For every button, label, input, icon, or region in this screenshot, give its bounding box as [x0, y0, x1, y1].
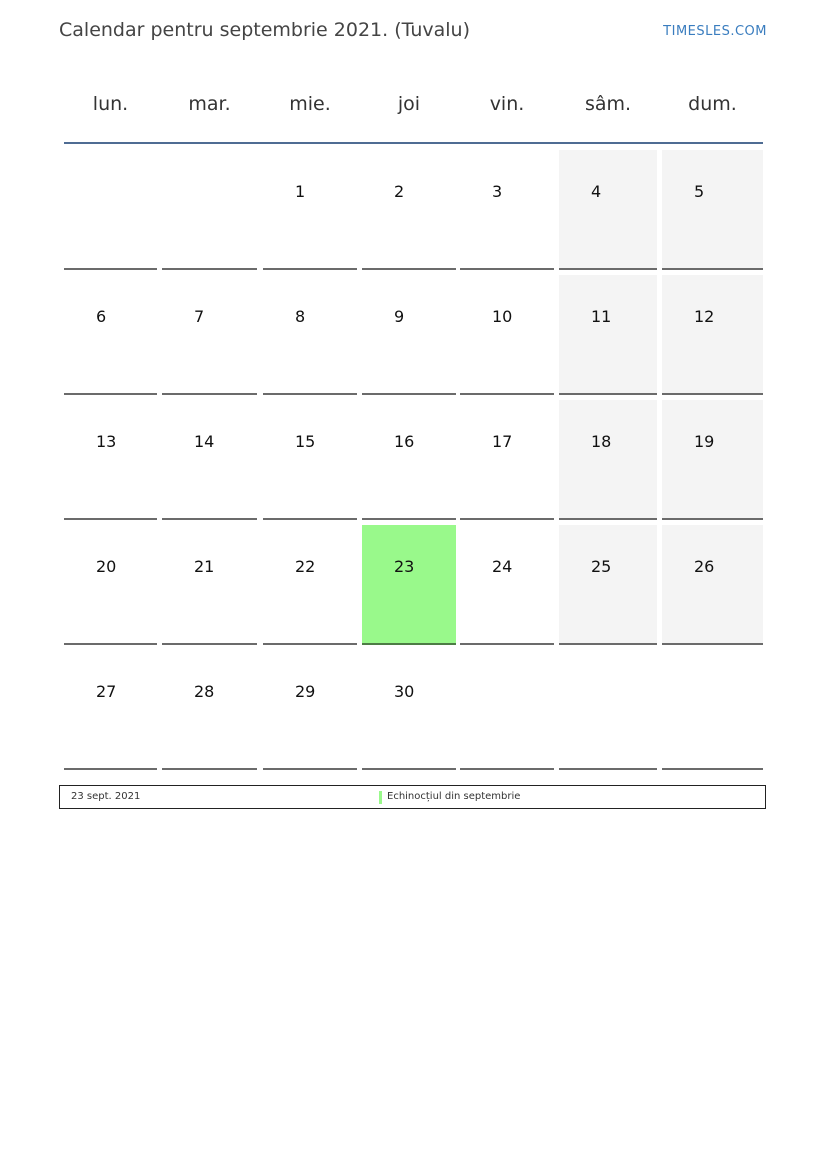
calendar-grid [64, 150, 763, 775]
day-cell[interactable] [662, 525, 763, 645]
day-number: 6 [96, 307, 107, 326]
day-cell[interactable] [64, 525, 157, 645]
empty-day-cell [64, 150, 157, 270]
day-cell[interactable] [263, 275, 357, 395]
empty-day-cell [162, 150, 257, 270]
day-cell[interactable] [162, 650, 257, 770]
day-number: 17 [492, 432, 513, 451]
day-number: 23 [394, 557, 415, 576]
weekday-label: joi [397, 93, 421, 115]
week-row [64, 400, 763, 525]
day-number: 13 [96, 432, 117, 451]
day-cell[interactable] [559, 275, 657, 395]
day-number: 3 [492, 182, 503, 201]
day-cell[interactable] [559, 150, 657, 270]
day-cell[interactable] [64, 275, 157, 395]
day-cell[interactable] [460, 525, 554, 645]
header-divider [64, 142, 763, 144]
day-number: 8 [295, 307, 306, 326]
day-number: 21 [194, 557, 215, 576]
day-cell[interactable] [362, 400, 456, 520]
holiday-legend [59, 785, 766, 809]
legend-date: 23 sept. 2021 [71, 791, 141, 802]
day-number: 29 [295, 682, 316, 701]
day-number: 25 [591, 557, 612, 576]
day-number: 7 [194, 307, 205, 326]
day-number: 20 [96, 557, 117, 576]
week-row [64, 275, 763, 400]
page-title: Calendar pentru septembrie 2021. (Tuvalu) [59, 19, 471, 41]
day-cell[interactable] [362, 275, 456, 395]
day-cell[interactable] [263, 525, 357, 645]
empty-day-cell [559, 650, 657, 770]
day-cell[interactable] [460, 150, 554, 270]
weekday-label: lun. [92, 93, 129, 115]
day-cell[interactable] [559, 400, 657, 520]
day-number: 27 [96, 682, 117, 701]
day-number: 18 [591, 432, 612, 451]
weekday-label: vin. [489, 93, 525, 115]
day-cell[interactable] [362, 525, 456, 645]
day-number: 26 [694, 557, 715, 576]
day-number: 22 [295, 557, 316, 576]
day-cell[interactable] [162, 275, 257, 395]
legend-event-name: Echinocțiul din septembrie [387, 791, 521, 802]
day-cell[interactable] [162, 400, 257, 520]
day-cell[interactable] [162, 525, 257, 645]
day-cell[interactable] [362, 150, 456, 270]
day-number: 24 [492, 557, 513, 576]
day-number: 2 [394, 182, 405, 201]
day-cell[interactable] [64, 650, 157, 770]
weekday-label: mar. [188, 93, 231, 115]
day-number: 19 [694, 432, 715, 451]
day-cell[interactable] [662, 275, 763, 395]
weekday-header [64, 82, 763, 126]
day-number: 4 [591, 182, 602, 201]
day-cell[interactable] [263, 650, 357, 770]
day-cell[interactable] [662, 400, 763, 520]
day-number: 15 [295, 432, 316, 451]
empty-day-cell [662, 650, 763, 770]
day-cell[interactable] [263, 400, 357, 520]
day-cell[interactable] [64, 400, 157, 520]
legend-color-marker [379, 791, 382, 804]
day-cell[interactable] [559, 525, 657, 645]
weekday-label: sâm. [584, 93, 632, 115]
weekday-label: dum. [688, 93, 737, 115]
day-number: 14 [194, 432, 215, 451]
day-cell[interactable] [263, 150, 357, 270]
empty-day-cell [460, 650, 554, 770]
brand-link[interactable]: TIMESLES.COM [663, 24, 767, 39]
day-number: 9 [394, 307, 405, 326]
day-number: 10 [492, 307, 513, 326]
day-number: 16 [394, 432, 415, 451]
day-number: 1 [295, 182, 306, 201]
day-number: 30 [394, 682, 415, 701]
day-cell[interactable] [460, 275, 554, 395]
week-row [64, 525, 763, 650]
day-number: 11 [591, 307, 612, 326]
day-cell[interactable] [362, 650, 456, 770]
week-row [64, 650, 763, 775]
weekday-label: mie. [289, 93, 331, 115]
day-number: 12 [694, 307, 715, 326]
day-number: 28 [194, 682, 215, 701]
week-row [64, 150, 763, 275]
day-number: 5 [694, 182, 705, 201]
day-cell[interactable] [662, 150, 763, 270]
day-cell[interactable] [460, 400, 554, 520]
